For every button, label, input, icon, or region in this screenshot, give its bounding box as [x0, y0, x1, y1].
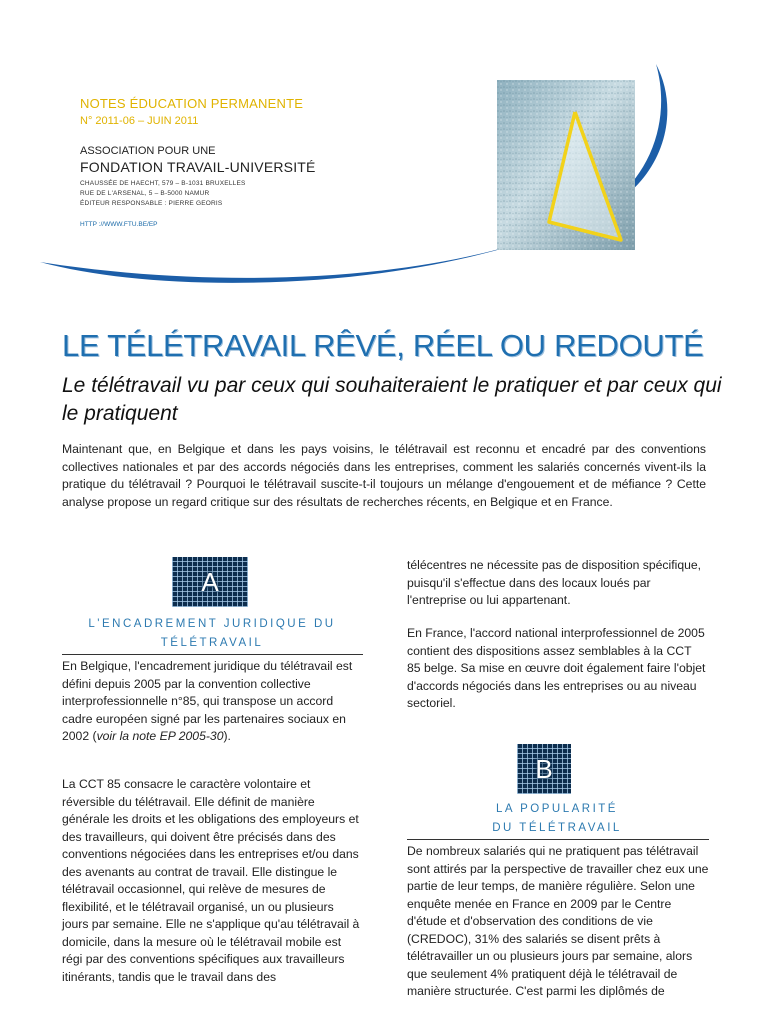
section-b-divider: [407, 839, 709, 840]
section-b-p1-text: De nombreux salariés qui ne pratiquent pas télétravail sont attirés par la perspective de travailler chez eux une partie de leur temps, de manière régulière. Selon une enquête menée en France en 2009 par le Centre d'étude et d'observation des conditions de vie (CREDOC), 31% des salariés se disent prêts à télétravailler un ou plusieurs jours par semaine, alors que seulement 4% pratiquent déjà le télétravail de manière structurée. C'est parmi les diplômés de: [407, 844, 709, 998]
column-b-paragraph-1: [407, 557, 707, 610]
issue-number: N° 2011-06 – JUIN 2011: [80, 115, 199, 127]
section-a-p1-end: ).: [223, 729, 231, 743]
section-b-letter: B: [535, 753, 553, 784]
header-photo: [497, 80, 635, 250]
foundation-name: FONDATION TRAVAIL-UNIVERSITÉ: [80, 159, 316, 175]
editor-line: ÉDITEUR RESPONSABLE : PIERRE GEORIS: [80, 200, 223, 207]
section-a-paragraph-1: [62, 658, 362, 746]
website-link[interactable]: HTTP ://WWW.FTU.BE/EP: [80, 221, 158, 228]
section-b-heading-line1: LA POPULARITÉ: [496, 803, 618, 815]
intro-paragraph: Maintenant que, en Belgique et dans les pays voisins, le télétravail est reconnu et encadré par des conventions collectives nationales et par des accords négociés dans les entreprises, comment les salariés concernés vivent-ils la pratique du télétravail ? Pourquoi le télétravail suscite-t-il toujours un mélange d'engouement et de méfiance ? Cette analyse propose un regard critique sur des résultats de recherches récents, en Belgique et en France.: [62, 442, 706, 509]
series-name: NOTES ÉDUCATION PERMANENTE: [80, 96, 304, 111]
section-a-p1-text: En Belgique, l'encadrement juridique du télétravail est défini depuis 2005 par la convention collective interprofessionnelle n°85, qui transpose un accord cadre européen signé par les partenaires sociaux en 2002 (: [62, 659, 353, 743]
association-label: ASSOCIATION POUR UNE: [80, 145, 216, 157]
section-a-heading-line2: TÉLÉTRAVAIL: [160, 637, 264, 649]
page-title: LE TÉLÉTRAVAIL RÊVÉ, RÉEL OU REDOUTÉ: [62, 328, 704, 363]
section-b-heading-line2: DU TÉLÉTRAVAIL: [492, 822, 622, 834]
page-subtitle: Le télétravail vu par ceux qui souhaiteraient le pratiquer et par ceux qui le pratiquent: [62, 374, 722, 425]
section-b-badge: [517, 744, 571, 794]
column-b-p1-text: télécentres ne nécessite pas de disposition spécifique, puisqu'il s'effectue dans des locaux loués par l'entreprise ou lui appartenant.: [407, 558, 702, 607]
address-namur: RUE DE L'ARSENAL, 5 – B-5000 NAMUR: [80, 190, 210, 197]
section-a-badge: [172, 557, 248, 607]
section-a-heading: [62, 615, 362, 653]
section-b-paragraph-1: [407, 843, 709, 1001]
section-b-heading: [407, 800, 707, 838]
section-a-divider: [62, 654, 363, 655]
note-reference-link[interactable]: voir la note EP 2005-30: [96, 729, 224, 743]
section-a-p2-text: La CCT 85 consacre le caractère volontaire et réversible du télétravail. Elle définit de manière générale les droits et les obligations des employeurs et des travailleurs, qui doivent être précisés dans des conventions négociées dans les entreprises et/ou dans des avenants au contrat de travail. Elle distingue le télétravail occasionnel, qui relève de mesures de flexibilité, et le télétravail organisé, un ou plusieurs jours par semaine. Elle ne s'applique qu'au télétravail à domicile, dans la mesure où le télétravail mobile est régi par des conventions spécifiques aux travailleurs itinérants, tandis que le travail dans des: [62, 777, 360, 984]
address-brussels: CHAUSSÉE DE HAECHT, 579 – B-1031 BRUXELLES: [80, 180, 246, 187]
section-a-paragraph-2: [62, 776, 362, 986]
column-b-p2-text: En France, l'accord national interprofessionnel de 2005 contient des dispositions assez semblables à la CCT 85 belge. Sa mise en œuvre doit également faire l'objet d'accords négociés dans les entreprises ou au niveau sectoriel.: [407, 626, 706, 710]
section-a-heading-line1: L'ENCADREMENT JURIDIQUE DU: [88, 618, 336, 630]
column-b-paragraph-2: [407, 625, 707, 713]
section-a-letter: A: [201, 566, 219, 597]
